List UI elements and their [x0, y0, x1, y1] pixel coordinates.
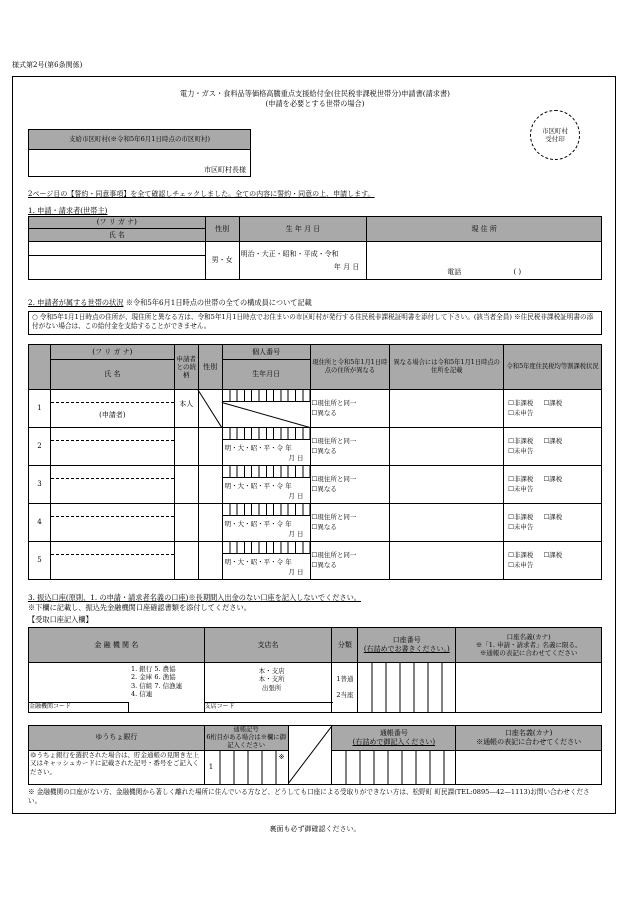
member-name-input[interactable] [50, 504, 174, 542]
h-tax-status: 令和5年度住民税均等割課税状況 [504, 345, 602, 390]
h-relationship: 申請者との続柄 [174, 345, 198, 390]
check-same[interactable]: ☐現住所と同一 [311, 436, 357, 445]
furigana-header: (フ リ ガ ナ) [29, 217, 206, 229]
municipality-label: 支給市区町村(※令和5年6月1日時点の市区町村) [29, 130, 250, 150]
address-differs-check[interactable] [310, 390, 390, 428]
check-undeclared[interactable]: ☐未申告 [508, 484, 534, 493]
check-diff[interactable]: ☐異なる [311, 560, 337, 569]
branch-type-1: 本・支店 [258, 667, 285, 675]
row-number: 4 [29, 504, 51, 542]
check-undeclared[interactable]: ☐未申告 [508, 522, 534, 531]
household-row [29, 390, 602, 428]
bank-type-4: 4. 信連 [131, 690, 153, 699]
member-name-note [51, 479, 174, 503]
h-number-note: (右詰めで御記入ください) [352, 737, 436, 746]
bank-name-input[interactable] [29, 663, 205, 713]
bank-code-input[interactable] [29, 702, 129, 712]
previous-address-input[interactable] [390, 390, 504, 428]
h-address-differs: 現住所と令和5年1月1日時点の住所が異なる [310, 345, 390, 390]
h-number-label: 通帳番号 [379, 729, 408, 738]
notice-box: ○ 令和5年1月1日時点の住所が、現住所と異なる方は、令和5年1月1日時点でお住まいの市区町村が発行する住民税非課税証明書を添付して下さい。(該当者全員) ※住民税非課税証明書の添付がない場合は、この給付金を支給することができません。 [28, 311, 602, 335]
address-differs-check[interactable] [310, 428, 390, 466]
check-diff[interactable]: ☐異なる [311, 484, 337, 493]
h-account-number-label: 口座番号 [392, 636, 421, 645]
section2-note: ※令和5年6月1日時点の世帯の全ての構成員について記載 [125, 298, 312, 307]
reception-stamp [530, 110, 580, 160]
h-individual-number: 個人番号 [222, 345, 310, 360]
tax-status-check[interactable] [504, 390, 602, 428]
household-table [28, 344, 602, 390]
row-number: 2 [29, 428, 51, 466]
yucho-note: ゆうちょ銀行を選択された場合は、貯金通帳の見開き左上又はキャッシュカードに記載された記号・番号をご記入ください。 [29, 750, 205, 784]
h-birth: 生年月日 [222, 360, 310, 390]
consent-statement: 2ページ目の【誓約・同意事項】を全て確認しチェックしました。全ての内容に誓約・同意の上、申請します。 [28, 190, 375, 198]
check-undeclared[interactable]: ☐未申告 [508, 560, 534, 569]
h-holder-note1: ※「1. 申請・請求者」名義に限る。 [475, 640, 582, 649]
check-nontax[interactable]: ☐非課税 [508, 550, 534, 559]
applicant-address-input[interactable] [367, 242, 602, 280]
section3-heading [28, 593, 361, 602]
municipality-input[interactable] [29, 150, 250, 177]
account-type-2: 2当座 [336, 690, 354, 699]
address-header: 現 住 所 [367, 217, 602, 242]
passbook-symbol-input[interactable] [204, 750, 288, 784]
check-diff[interactable]: ☐異なる [311, 446, 337, 455]
address-differs-check[interactable] [310, 504, 390, 542]
member-id-birth-input[interactable] [222, 466, 310, 504]
member-relationship-input[interactable] [174, 428, 198, 466]
household-row [29, 504, 602, 542]
h-previous-address: 異なる場合には令和5年1月1日時点の住所を記載 [390, 345, 504, 390]
member-relationship-input[interactable] [174, 504, 198, 542]
bank-code-label: 金融機関コード [29, 703, 72, 710]
h-furigana: (フ リ ガ ナ) [50, 345, 174, 360]
address-differs-check[interactable] [310, 466, 390, 504]
member-birth-md: 月 日 [288, 453, 304, 462]
h-account-type: 分類 [332, 628, 358, 663]
check-tax[interactable]: ☐課税 [543, 474, 563, 483]
check-nontax[interactable]: ☐非課税 [508, 474, 534, 483]
section1-heading: 1. 申請・請求者(世帯主) [28, 206, 108, 215]
passbook-number-input[interactable] [332, 750, 456, 784]
section2-heading [28, 298, 312, 307]
row-number: 1 [29, 390, 51, 428]
section3-note: ※下欄に記載し、振込先金融機関口座確認書類を添付してください。 [28, 603, 251, 612]
check-same[interactable]: ☐現住所と同一 [311, 550, 357, 559]
household-row [29, 542, 602, 580]
member-relationship-input[interactable]: 本人 [174, 390, 198, 428]
bank-type-1: 1. 銀行 5. 農協 [131, 665, 176, 673]
check-same[interactable]: ☐現住所と同一 [311, 398, 357, 407]
section2-title: 2. 申請者が属する世帯の状況 [28, 298, 124, 307]
previous-address-input[interactable] [390, 466, 504, 504]
check-tax[interactable]: ☐課税 [543, 398, 563, 407]
member-name-input[interactable] [50, 428, 174, 466]
ymd-label: 年 月 日 [333, 262, 360, 271]
check-nontax[interactable]: ☐非課税 [508, 398, 534, 407]
check-tax[interactable]: ☐課税 [543, 436, 563, 445]
sex-options: 男・女 [211, 256, 233, 265]
check-nontax[interactable]: ☐非課税 [508, 436, 534, 445]
check-same[interactable]: ☐現住所と同一 [311, 474, 357, 483]
check-undeclared[interactable]: ☐未申告 [508, 446, 534, 455]
form-subtitle: (申請を必要とする世帯の場合) [265, 99, 365, 108]
member-birth-era: 明・大・昭・平・令 年 [224, 520, 292, 528]
member-relationship-input[interactable] [174, 466, 198, 504]
h-passbook-number [332, 726, 456, 751]
h-holder2-note: ※通帳の表記に合わせてください [476, 737, 582, 746]
h-name: 氏 名 [50, 360, 174, 390]
member-name-input[interactable] [50, 466, 174, 504]
tax-status-check[interactable] [504, 428, 602, 466]
check-diff[interactable]: ☐異なる [311, 408, 337, 417]
form-title: 電力・ガス・食料品等価格高騰重点支援給付金(住民税非課税世帯分)申請書(請求書) [180, 89, 450, 98]
birth-header: 生 年 月 日 [239, 217, 367, 242]
h-sex: 性別 [198, 345, 222, 390]
section3-title: 3. 振込口座(原則、1. の申請・請求者名義の口座)※長期間入出金のない口座を記入しないでください。 [28, 593, 361, 602]
h-symbol-note: 6桁目がある場合は※欄に御記入ください [206, 733, 286, 749]
member-sex-input[interactable] [198, 542, 222, 580]
check-same[interactable]: ☐現住所と同一 [311, 512, 357, 521]
h-account-number-note: (右詰めでお書きください。) [363, 645, 450, 653]
check-tax[interactable]: ☐課税 [543, 512, 563, 521]
household-rows [28, 389, 602, 580]
account-bracket-label: 【受取口座記入欄】 [28, 615, 93, 624]
check-nontax[interactable]: ☐非課税 [508, 512, 534, 521]
member-name-note [51, 441, 174, 465]
member-birth-md: 月 日 [288, 567, 304, 576]
h-bank-name: 金 融 機 関 名 [29, 628, 205, 663]
check-undeclared[interactable]: ☐未申告 [508, 408, 534, 417]
municipality-box [28, 129, 251, 177]
h-holder-label: 口座名義(カナ) [506, 632, 551, 641]
h-account-holder [456, 628, 602, 663]
member-birth-md: 月 日 [288, 529, 304, 538]
stamp-line2: 受付印 [545, 135, 565, 143]
applicant-furigana-input[interactable] [29, 242, 206, 256]
applicant-birth-input[interactable] [239, 242, 367, 280]
applicant-table [28, 216, 602, 280]
member-sex-input[interactable] [198, 428, 222, 466]
previous-address-input[interactable] [390, 542, 504, 580]
member-birth-era: 明・大・昭・平・令 年 [224, 558, 292, 566]
branch-type-3: 出張所 [261, 683, 282, 692]
member-sex-input[interactable] [198, 504, 222, 542]
form-number: 様式第2号(第6条関係) [12, 61, 83, 69]
member-birth-md: 月 日 [288, 491, 304, 500]
applicant-sex-input[interactable] [205, 242, 239, 280]
h-holder2-label: 口座名義(カナ) [504, 729, 553, 738]
previous-address-input[interactable] [390, 428, 504, 466]
row-number: 5 [29, 542, 51, 580]
h-yucho: ゆうちょ銀行 [29, 726, 205, 751]
bank-type-3: 3. 信組 7. 信漁連 [131, 681, 183, 690]
h-branch-name: 支店名 [204, 628, 332, 663]
phone-paren: ( ) [513, 268, 522, 277]
household-row [29, 466, 602, 504]
mayor-label: 市区町村長様 [204, 166, 246, 175]
era-options: 明治・大正・昭和・平成・令和 [240, 249, 339, 258]
h-yucho-holder [456, 726, 602, 751]
branch-name-input[interactable] [204, 663, 332, 713]
household-row [29, 428, 602, 466]
bank-table [28, 627, 602, 713]
member-id-birth-input[interactable] [222, 504, 310, 542]
check-diff[interactable]: ☐異なる [311, 522, 337, 531]
row-number: 3 [29, 466, 51, 504]
phone-label: 電話 [447, 268, 462, 277]
address-differs-check[interactable] [310, 542, 390, 580]
branch-code-input[interactable] [205, 702, 333, 712]
check-tax[interactable]: ☐課税 [543, 550, 563, 559]
member-name-note: (申請者) [99, 410, 126, 419]
back-side-note: 裏面も必ず御確認ください。 [269, 825, 361, 833]
yucho-table [28, 725, 602, 785]
member-name-note [51, 555, 174, 579]
h-account-number [358, 628, 456, 663]
applicant-name-input[interactable] [29, 256, 206, 280]
member-name-note [51, 517, 174, 541]
sex-header: 性別 [205, 217, 239, 242]
member-birth-era: 明・大・昭・平・令 年 [224, 482, 292, 490]
member-name-input[interactable] [50, 390, 174, 428]
member-name-input[interactable] [50, 542, 174, 580]
h-holder-note2: ※通帳の表記に合わせてください [479, 649, 578, 658]
yucho-holder-input[interactable] [456, 750, 602, 784]
h-passbook-symbol [204, 726, 288, 751]
stamp-line1: 市区町村 [542, 126, 568, 135]
branch-type-2: 本・支所 [258, 675, 285, 684]
member-birth-era: 明・大・昭・平・令 年 [224, 444, 292, 452]
member-relationship-input[interactable] [174, 542, 198, 580]
account-type-input[interactable] [332, 663, 358, 713]
h-symbol-label: 通帳記号 [233, 726, 259, 733]
bank-type-2: 2. 金庫 6. 漁協 [131, 673, 176, 682]
symbol-mark: ※ [278, 752, 285, 761]
member-id-birth-input[interactable] [222, 542, 310, 580]
previous-address-input[interactable] [390, 504, 504, 542]
name-header: 氏 名 [29, 229, 206, 242]
footer-note: ※ 金融機関の口座がない方、金融機関から著しく離れた場所に住んでいる方など、どうしても口座による受取りができない方は、松野町 町民課(TEL:0895—42—1113)お問い合わせください。 [28, 788, 590, 806]
branch-code-label: 支店コード [204, 703, 235, 710]
account-number-input[interactable] [358, 663, 456, 713]
tax-status-check[interactable] [504, 542, 602, 580]
tax-status-check[interactable] [504, 466, 602, 504]
member-id-birth-input[interactable] [222, 390, 310, 428]
account-type-1: 1普通 [336, 674, 354, 683]
member-sex-input[interactable] [198, 466, 222, 504]
tax-status-check[interactable] [504, 504, 602, 542]
symbol-prefix: 1 [208, 762, 214, 771]
account-holder-input[interactable] [456, 663, 602, 713]
member-id-birth-input[interactable] [222, 428, 310, 466]
